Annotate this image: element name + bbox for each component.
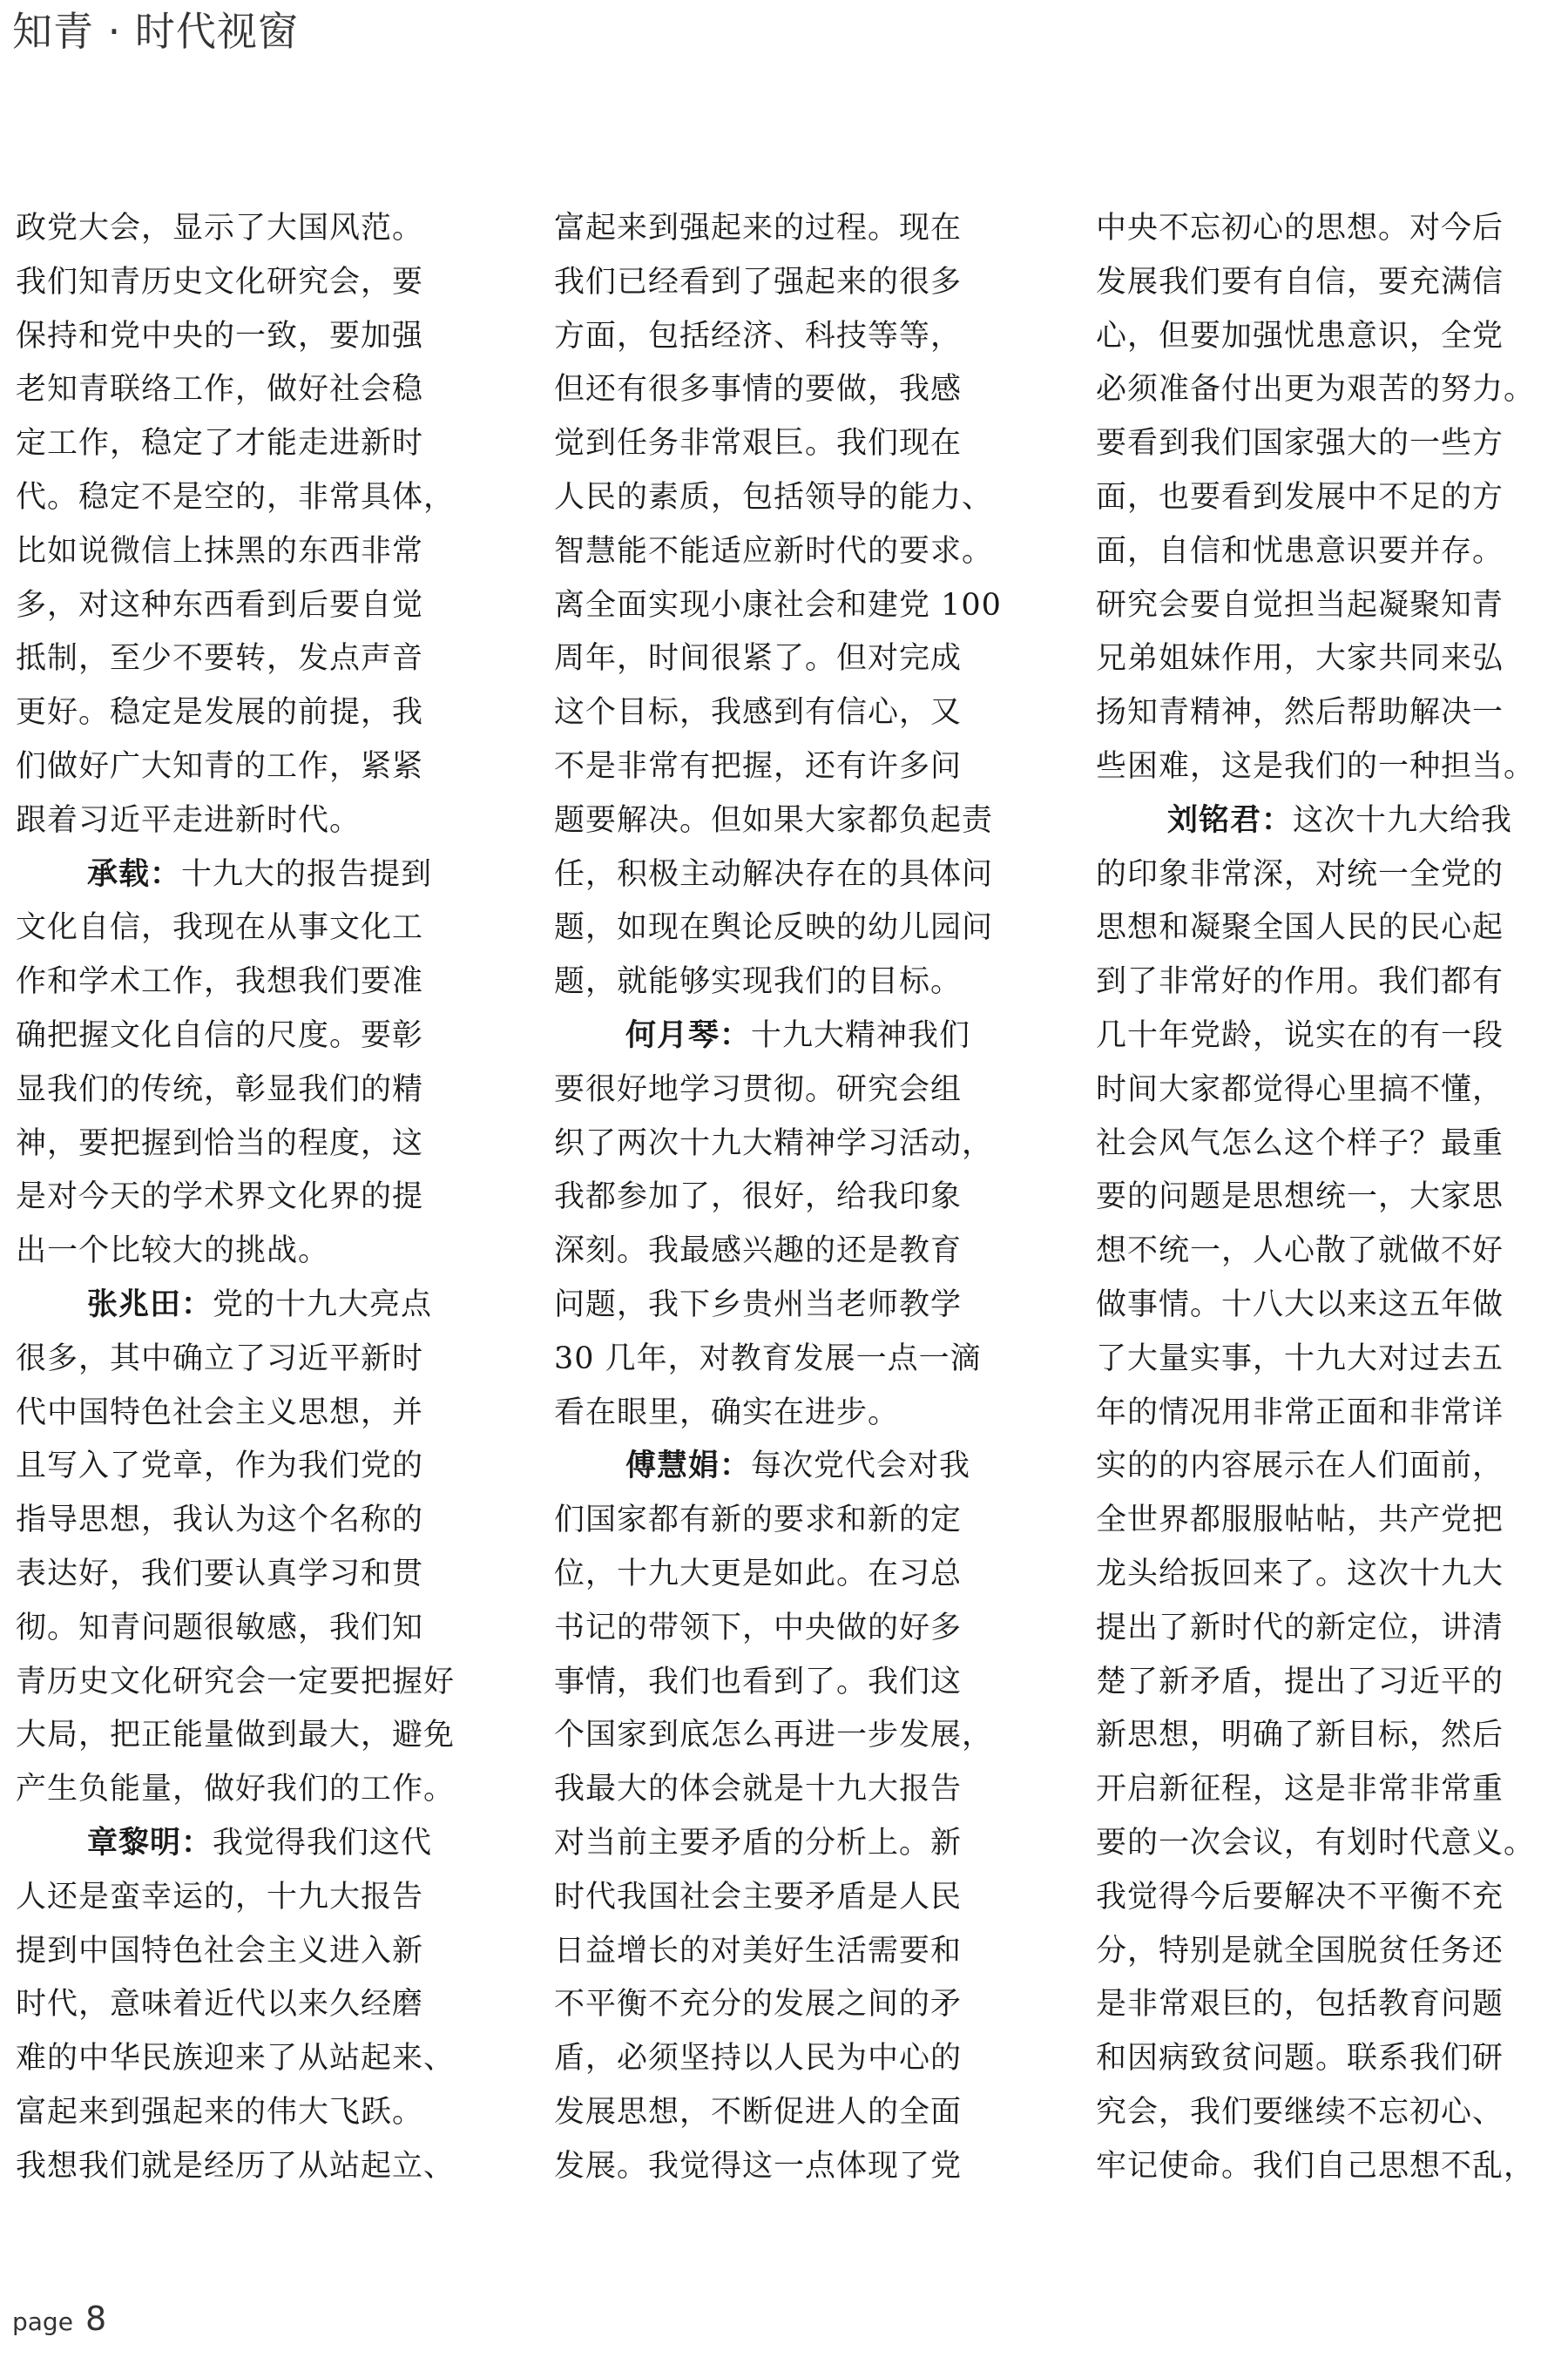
text-line [554,1709,1042,1763]
line-text: 问题，我下乡贵州当老师教学 [554,1287,963,1322]
text-line [554,1064,1042,1118]
speaker-name: 傅慧娟： [625,1449,752,1484]
text-line [16,2140,504,2194]
text-line [1096,471,1566,525]
text-line [554,1279,1042,1333]
text-line [16,256,504,310]
text-line [16,471,504,525]
text-line [1096,1871,1566,1925]
line-text: 周年，时间很紧了。但对完成 [554,641,963,677]
text-line [16,740,504,794]
line-text: 做事情。十八大以来这五年做 [1096,1287,1504,1322]
text-line [16,1925,504,1979]
line-text: 离全面实现小康社会和建党 100 [554,587,1002,623]
line-text: 老知青联络工作，做好社会稳 [16,372,424,408]
line-text: 大局，把正能量做到最大，避免 [16,1718,456,1753]
text-line [16,1978,504,2032]
line-text: 社会风气怎么这个样子？最重 [1096,1125,1504,1161]
text-line [1096,2032,1566,2086]
text-line [554,1763,1042,1817]
line-text: 我想我们就是经历了从站起立、 [16,2148,456,2184]
text-line [16,1171,504,1225]
text-line [16,1494,504,1548]
text-line [1096,417,1566,471]
text-line [1096,1064,1566,1118]
line-text: 几十年党龄，说实在的有一段 [1096,1017,1504,1053]
line-text: 我们知青历史文化研究会，要 [16,264,424,300]
line-text: 新思想，明确了新目标，然后 [1096,1718,1504,1753]
text-line [16,1118,504,1172]
text-line [1096,1709,1566,1763]
line-text: 文化自信，我现在从事文化工 [16,910,424,946]
text-line [1096,525,1566,579]
text-line [16,1602,504,1656]
line-text: 作和学术工作，我想我们要准 [16,964,424,1000]
line-text: 位，十九大更是如此。在习总 [554,1556,963,1591]
line-text: 提到中国特色社会主义进入新 [16,1933,424,1969]
line-text: 龙头给扳回来了。这次十九大 [1096,1556,1504,1591]
text-line [16,525,504,579]
line-text: 这次十九大给我 [1293,802,1513,838]
line-text: 了大量实事，十九大对过去五 [1096,1341,1504,1376]
speaker-line [554,1440,1042,1494]
line-text: 我都参加了，很好，给我印象 [554,1179,963,1215]
text-line [1096,310,1566,364]
line-text: 出一个比较大的挑战。 [16,1233,330,1269]
text-line [16,1548,504,1602]
text-line [1096,1333,1566,1387]
line-text: 题，就能够实现我们的目标。 [554,964,963,1000]
line-text: 事情，我们也看到了。我们这 [554,1664,963,1699]
line-text: 们做好广大知青的工作，紧紧 [16,748,424,784]
line-text: 中央不忘初心的思想。对今后 [1096,211,1504,246]
text-line [554,2140,1042,2194]
text-line [554,2086,1042,2140]
text-line [16,1763,504,1817]
line-text: 对当前主要矛盾的分析上。新 [554,1825,963,1861]
line-text: 心，但要加强忧患意识，全党 [1096,318,1504,354]
line-text: 时代我国社会主要矛盾是人民 [554,1879,963,1915]
speaker-name: 刘铭君： [1167,802,1294,838]
line-text: 盾，必须坚持以人民为中心的 [554,2041,963,2077]
page-footer [12,2300,106,2338]
line-text: 个国家到底怎么再进一步发展， [554,1718,994,1753]
speaker-line [1096,794,1566,848]
line-text: 楚了新矛盾，提出了习近平的 [1096,1664,1504,1699]
line-text: 觉到任务非常艰巨。我们现在 [554,426,963,462]
line-text: 日益增长的对美好生活需要和 [554,1933,963,1969]
text-line [554,202,1042,256]
line-text: 兄弟姐妹作用，大家共同来弘 [1096,641,1504,677]
text-line [16,1387,504,1441]
text-line [554,1602,1042,1656]
line-text: 表达好，我们要认真学习和贯 [16,1556,424,1591]
text-line [554,1494,1042,1548]
text-line [1096,686,1566,740]
text-line [1096,902,1566,956]
text-line [1096,1118,1566,1172]
line-text: 每次党代会对我 [751,1449,971,1484]
line-text: 不平衡不充分的发展之间的矛 [554,1987,963,2023]
line-text: 要的一次会议，有划时代意义。 [1096,1825,1536,1861]
text-line [16,2032,504,2086]
line-text: 我觉得我们这代 [213,1825,433,1861]
line-text: 抵制，至少不要转，发点声音 [16,641,424,677]
line-text: 更好。稳定是发展的前提，我 [16,695,424,731]
line-text: 扬知青精神，然后帮助解决一 [1096,695,1504,731]
line-text: 们国家都有新的要求和新的定 [554,1503,963,1538]
text-line [1096,363,1566,417]
line-text: 代中国特色社会主义思想，并 [16,1395,424,1430]
text-line [554,1656,1042,1710]
line-text: 发展。我觉得这一点体现了党 [554,2148,963,2184]
line-text: 指导思想，我认为这个名称的 [16,1503,424,1538]
text-line [16,2086,504,2140]
text-line [554,1978,1042,2032]
article-column-1 [16,202,504,2193]
page-number: 8 [84,2300,107,2338]
line-text: 十九大的报告提到 [181,856,433,892]
text-line [554,632,1042,686]
text-line [554,256,1042,310]
speaker-name: 张兆田： [87,1287,213,1322]
text-line [554,686,1042,740]
line-text: 牢记使命。我们自己思想不乱， [1096,2148,1536,2184]
text-line [16,363,504,417]
line-text: 发展思想，不断促进人的全面 [554,2094,963,2130]
line-text: 想不统一，人心散了就做不好 [1096,1233,1504,1269]
line-text: 保持和党中央的一致，要加强 [16,318,424,354]
line-text: 织了两次十九大精神学习活动， [554,1125,994,1161]
line-text: 这个目标，我感到有信心，又 [554,695,963,731]
text-line [554,740,1042,794]
text-line [1096,1279,1566,1333]
speaker-line [16,1817,504,1871]
line-text: 发展我们要有自信，要充满信 [1096,264,1504,300]
line-text: 要很好地学习贯彻。研究会组 [554,1071,963,1107]
article-column-3 [1096,202,1566,2193]
text-line [1096,848,1566,902]
line-text: 我觉得今后要解决不平衡不充 [1096,1879,1504,1915]
text-line [16,686,504,740]
text-line [1096,1602,1566,1656]
line-text: 必须准备付出更为艰苦的努力。 [1096,372,1536,408]
text-line [554,902,1042,956]
text-line [1096,740,1566,794]
line-text: 不是非常有把握，还有许多问 [554,748,963,784]
text-line [1096,1494,1566,1548]
text-line [1096,1978,1566,2032]
speaker-line [16,1279,504,1333]
line-text: 神，要把握到恰当的程度，这 [16,1125,424,1161]
text-line [554,1118,1042,1172]
line-text: 要看到我们国家强大的一些方 [1096,426,1504,462]
text-line [554,525,1042,579]
text-line [16,417,504,471]
line-text: 究会，我们要继续不忘初心、 [1096,2094,1504,2130]
text-line [1096,1387,1566,1441]
text-line [1096,1548,1566,1602]
line-text: 时代，意味着近代以来久经磨 [16,1987,424,2023]
text-line [554,363,1042,417]
speaker-line [16,848,504,902]
text-line [1096,1010,1566,1064]
line-text: 人还是蛮幸运的，十九大报告 [16,1879,424,1915]
speaker-name: 承载： [87,856,182,892]
text-line [1096,202,1566,256]
line-text: 深刻。我最感兴趣的还是教育 [554,1233,963,1269]
line-text: 但还有很多事情的要做，我感 [554,372,963,408]
text-line [16,794,504,848]
line-text: 面，自信和忧患意识要并存。 [1096,533,1504,569]
line-text: 显我们的传统，彰显我们的精 [16,1071,424,1107]
line-text: 产生负能量，做好我们的工作。 [16,1772,456,1807]
line-text: 很多，其中确立了习近平新时 [16,1341,424,1376]
page-label: page [12,2307,73,2336]
text-line [1096,1817,1566,1871]
text-line [554,1548,1042,1602]
line-text: 实的的内容展示在人们面前， [1096,1449,1504,1484]
article-column-2 [554,202,1042,2193]
text-line [554,1171,1042,1225]
text-line [16,1010,504,1064]
line-text: 提出了新时代的新定位，讲清 [1096,1610,1504,1645]
speaker-name: 章黎明： [87,1825,213,1861]
text-line [16,1656,504,1710]
text-line [554,1871,1042,1925]
line-text: 书记的带领下，中央做的好多 [554,1610,963,1645]
line-text: 题，如现在舆论反映的幼儿园问 [554,910,994,946]
line-text: 且写入了党章，作为我们党的 [16,1449,424,1484]
line-text: 要的问题是思想统一，大家思 [1096,1179,1504,1215]
text-line [16,956,504,1010]
text-line [16,632,504,686]
line-text: 定工作，稳定了才能走进新时 [16,426,424,462]
line-text: 全世界都服服帖帖，共产党把 [1096,1503,1504,1538]
text-line [16,310,504,364]
text-line [16,902,504,956]
text-line [1096,956,1566,1010]
text-line [1096,1656,1566,1710]
text-line [554,956,1042,1010]
line-text: 富起来到强起来的过程。现在 [554,211,963,246]
text-line [1096,1440,1566,1494]
text-line [1096,2140,1566,2194]
line-text: 人民的素质，包括领导的能力、 [554,479,994,515]
line-text: 题要解决。但如果大家都负起责 [554,802,994,838]
text-line [16,579,504,633]
line-text: 政党大会，显示了大国风范。 [16,211,424,246]
text-line [16,1333,504,1387]
line-text: 看在眼里，确实在进步。 [554,1395,900,1430]
line-text: 确把握文化自信的尺度。要彰 [16,1017,424,1053]
line-text: 到了非常好的作用。我们都有 [1096,964,1504,1000]
text-line [554,1387,1042,1441]
line-text: 的印象非常深，对统一全党的 [1096,856,1504,892]
text-line [554,471,1042,525]
text-line [16,1064,504,1118]
text-line [1096,1171,1566,1225]
text-line [16,1225,504,1279]
line-text: 富起来到强起来的伟大飞跃。 [16,2094,424,2130]
text-line [554,1925,1042,1979]
line-text: 任，积极主动解决存在的具体问 [554,856,994,892]
line-text: 开启新征程，这是非常非常重 [1096,1772,1504,1807]
text-line [1096,256,1566,310]
text-line [16,1871,504,1925]
line-text: 多，对这种东西看到后要自觉 [16,587,424,623]
text-line [1096,2086,1566,2140]
line-text: 党的十九大亮点 [213,1287,433,1322]
line-text: 我们已经看到了强起来的很多 [554,264,963,300]
line-text: 方面，包括经济、科技等等， [554,318,963,354]
text-line [1096,579,1566,633]
line-text: 跟着习近平走进新时代。 [16,802,362,838]
speaker-line [554,1010,1042,1064]
text-line [554,1225,1042,1279]
line-text: 时间大家都觉得心里搞不懂， [1096,1071,1504,1107]
text-line [1096,632,1566,686]
line-text: 些困难，这是我们的一种担当。 [1096,748,1536,784]
text-line [554,848,1042,902]
text-line [554,794,1042,848]
line-text: 思想和凝聚全国人民的民心起 [1096,910,1504,946]
line-text: 我最大的体会就是十九大报告 [554,1772,963,1807]
line-text: 年的情况用非常正面和非常详 [1096,1395,1504,1430]
text-line [554,1817,1042,1871]
speaker-name: 何月琴： [625,1017,752,1053]
text-line [1096,1225,1566,1279]
line-text: 面，也要看到发展中不足的方 [1096,479,1504,515]
line-text: 分，特别是就全国脱贫任务还 [1096,1933,1504,1969]
line-text: 是非常艰巨的，包括教育问题 [1096,1987,1504,2023]
text-line [554,2032,1042,2086]
text-line [16,202,504,256]
line-text: 30 几年，对教育发展一点一滴 [554,1341,982,1376]
page-header-title: 知青 · 时代视窗 [12,8,299,55]
text-line [1096,1925,1566,1979]
text-line [16,1440,504,1494]
text-line [1096,1763,1566,1817]
text-line [554,417,1042,471]
text-line [554,579,1042,633]
line-text: 比如说微信上抹黑的东西非常 [16,533,424,569]
line-text: 智慧能不能适应新时代的要求。 [554,533,994,569]
line-text: 难的中华民族迎来了从站起来、 [16,2041,456,2077]
line-text: 代。稳定不是空的，非常具体， [16,479,456,515]
text-line [554,310,1042,364]
line-text: 十九大精神我们 [751,1017,971,1053]
text-line [554,1333,1042,1387]
line-text: 研究会要自觉担当起凝聚知青 [1096,587,1504,623]
line-text: 青历史文化研究会一定要把握好 [16,1664,456,1699]
text-line [16,1709,504,1763]
line-text: 是对今天的学术界文化界的提 [16,1179,424,1215]
line-text: 和因病致贫问题。联系我们研 [1096,2041,1504,2077]
line-text: 彻。知青问题很敏感，我们知 [16,1610,424,1645]
